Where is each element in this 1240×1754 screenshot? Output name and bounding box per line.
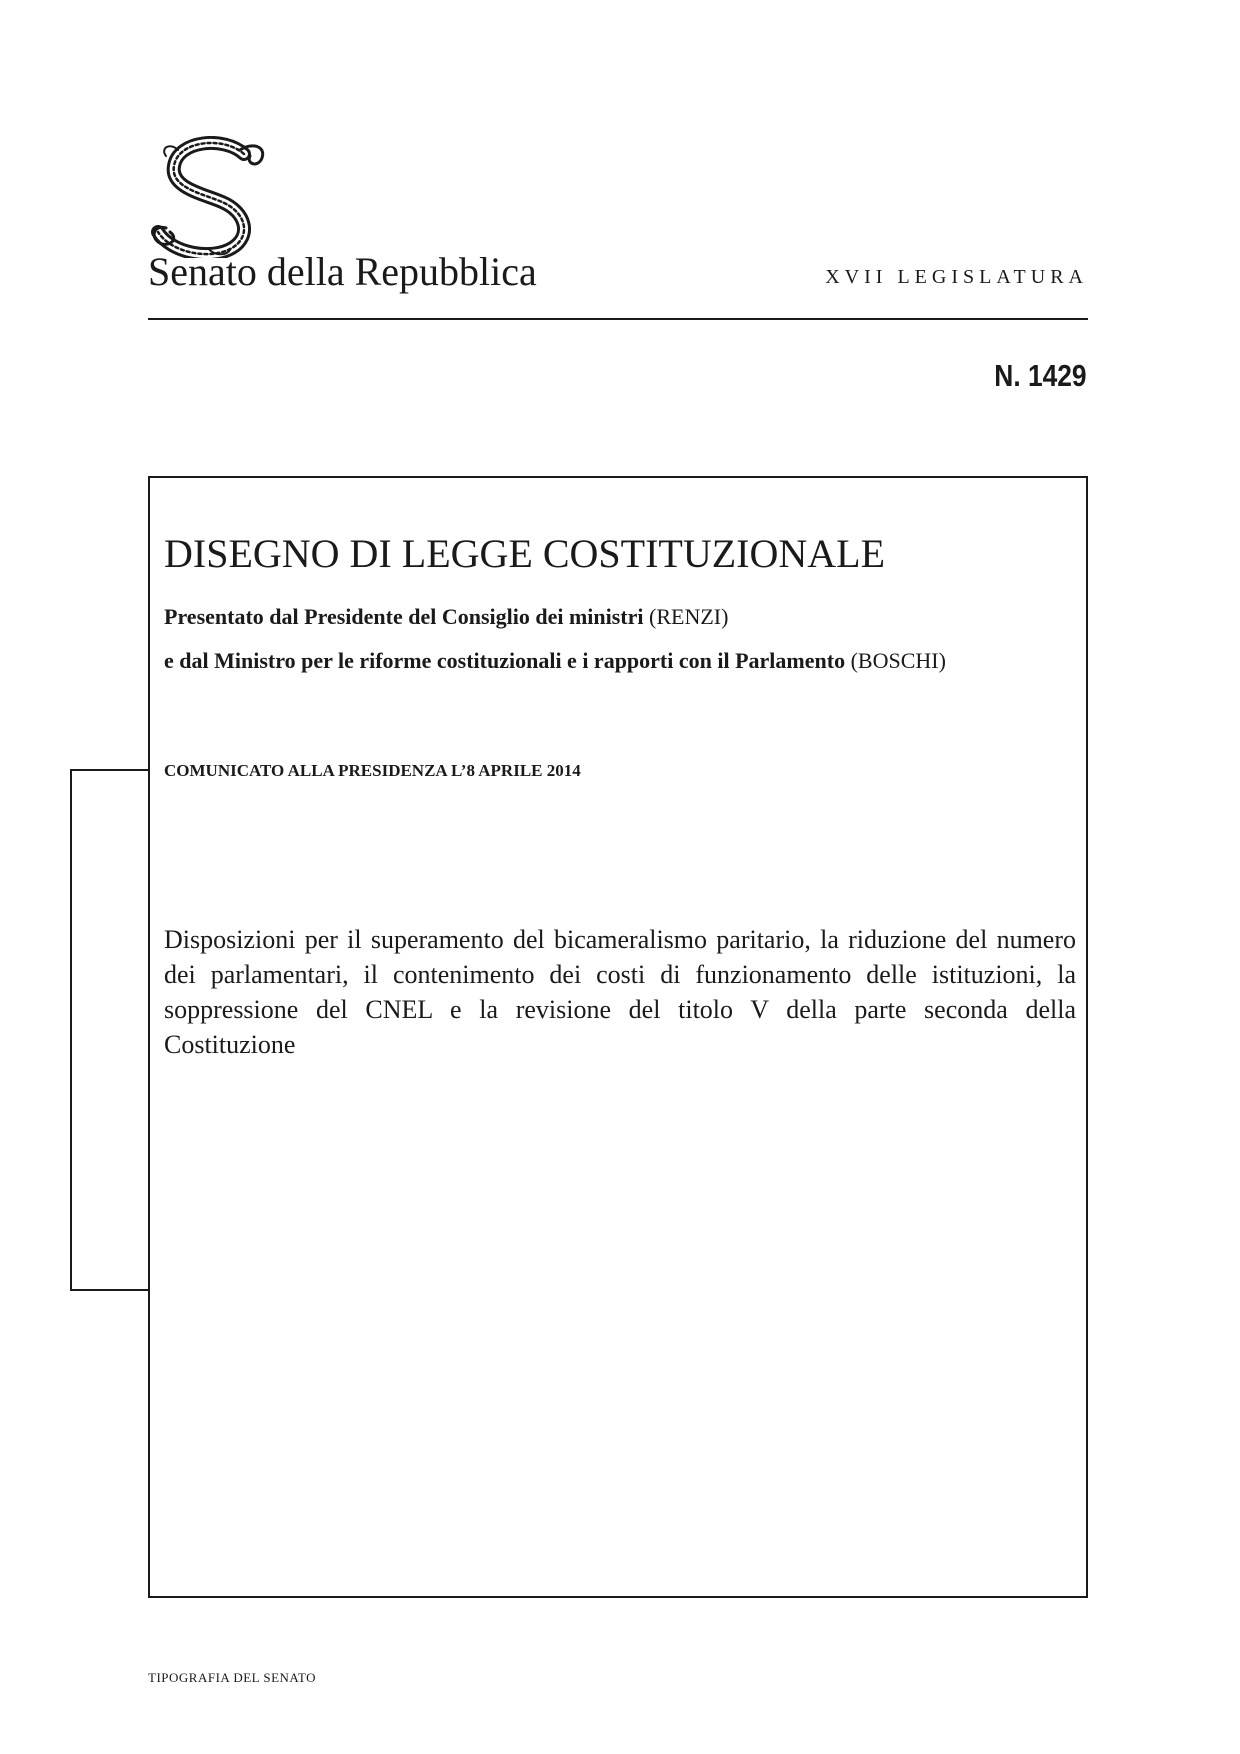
bill-type-title: DISEGNO DI LEGGE COSTITUZIONALE xyxy=(164,531,885,576)
margin-bracket xyxy=(70,769,148,1291)
bill-subject: Disposizioni per il superamento del bicameralismo paritario, la riduzione del numero dei parlamentari, il contenimento dei costi di funzionamento delle istituzioni, la soppressione del CNEL e la revisione del titolo V della parte seconda della Costituzione xyxy=(164,925,1076,1059)
presenter-name: (RENZI) xyxy=(649,604,729,629)
senate-s-emblem-icon xyxy=(148,136,273,258)
bill-number: N. 1429 xyxy=(994,358,1087,393)
communication-date: COMUNICATO ALLA PRESIDENZA L’8 APRILE 2014 xyxy=(164,761,581,780)
presenter-line xyxy=(164,648,946,674)
legislature-label: XVII LEGISLATURA xyxy=(825,266,1088,288)
presenter-line xyxy=(164,604,728,630)
printer-credit: TIPOGRAFIA DEL SENATO xyxy=(148,1670,316,1685)
institution-name: Senato della Repubblica xyxy=(148,249,537,294)
presenter-role: e dal Ministro per le riforme costituzionali e i rapporti con il Parlamento xyxy=(164,648,846,673)
header-divider xyxy=(148,318,1088,320)
presenter-name: (BOSCHI) xyxy=(850,648,946,673)
presenter-role: Presentato dal Presidente del Consiglio dei ministri xyxy=(164,604,644,629)
